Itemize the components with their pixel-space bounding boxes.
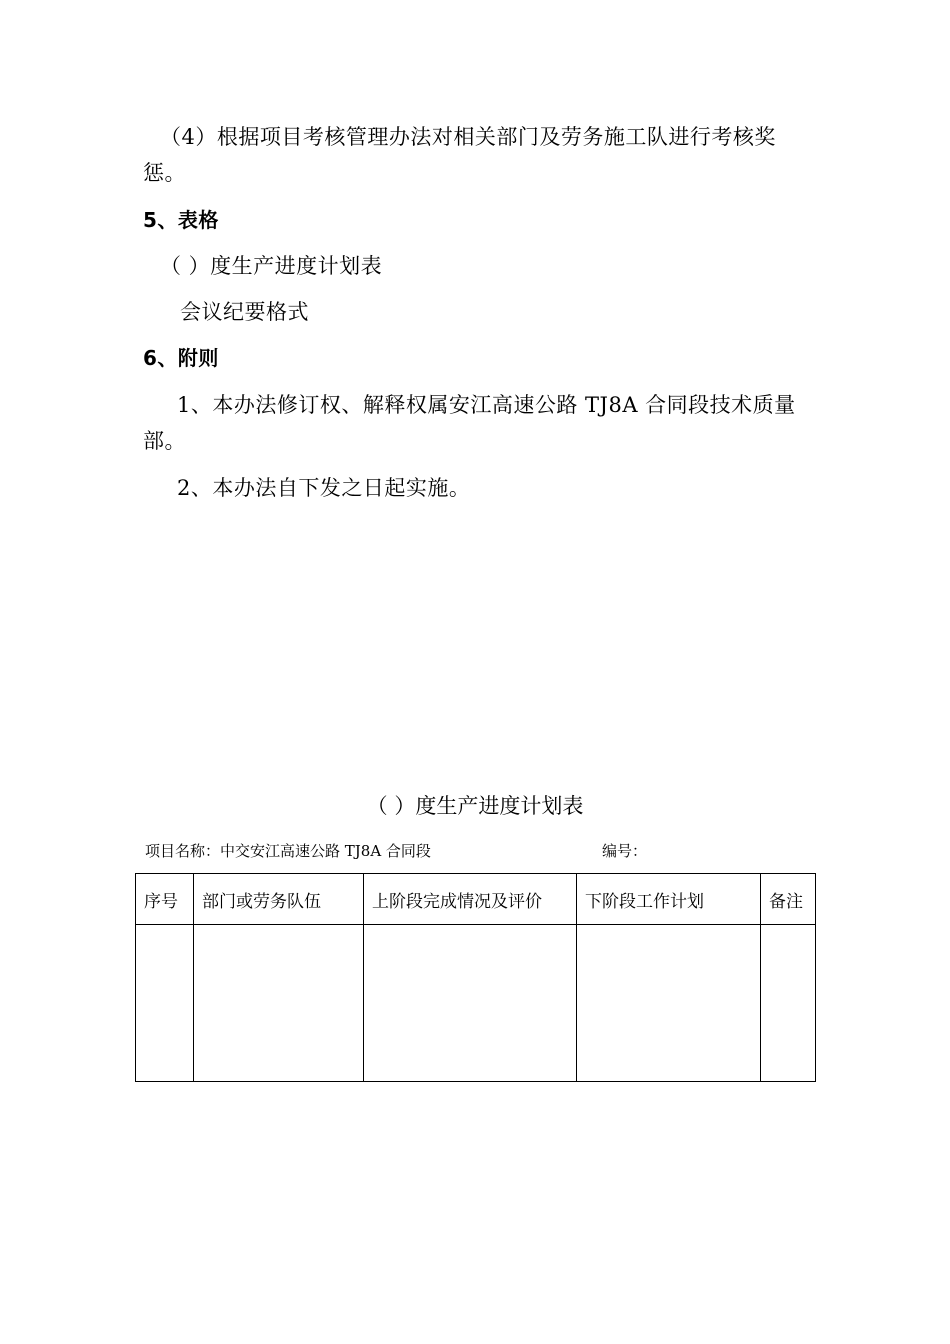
- column-header-next-stage-plan: 下阶段工作计划: [577, 874, 761, 925]
- table-header-row: [136, 874, 816, 925]
- cell-department: [194, 925, 364, 1082]
- column-header-previous-stage: 上阶段完成情况及评价: [364, 874, 577, 925]
- number-label: 编号：: [602, 842, 648, 860]
- section-6-item-1-line-1: 1、本办法修订权、解释权属安江高速公路 TJ8A 合同段技术质量: [177, 393, 796, 417]
- section-5-item-minutes-format: 会议纪要格式: [180, 300, 309, 324]
- table-row: [136, 925, 816, 1082]
- cell-index: [136, 925, 194, 1082]
- form-title: （ ）度生产进度计划表: [366, 794, 584, 818]
- cell-previous-stage: [364, 925, 577, 1082]
- column-header-index: 序号: [136, 874, 194, 925]
- column-header-remarks: 备注: [761, 874, 816, 925]
- column-header-department: 部门或劳务队伍: [194, 874, 364, 925]
- section-6-item-2: 2、本办法自下发之日起实施。: [177, 476, 471, 500]
- cell-next-stage-plan: [577, 925, 761, 1082]
- item-4-line-1: （4）根据项目考核管理办法对相关部门及劳务施工队进行考核奖: [160, 125, 776, 149]
- section-6-item-1-line-2: 部。: [143, 429, 186, 453]
- section-5-item-schedule-form: （ ）度生产进度计划表: [160, 254, 383, 278]
- item-4-line-2: 惩。: [143, 161, 186, 185]
- project-name: 项目名称：中交安江高速公路 TJ8A 合同段: [145, 842, 431, 860]
- section-6-heading: 6、附则: [143, 346, 219, 370]
- cell-remarks: [761, 925, 816, 1082]
- section-5-heading: 5、表格: [143, 208, 219, 232]
- progress-plan-table: [135, 873, 816, 1082]
